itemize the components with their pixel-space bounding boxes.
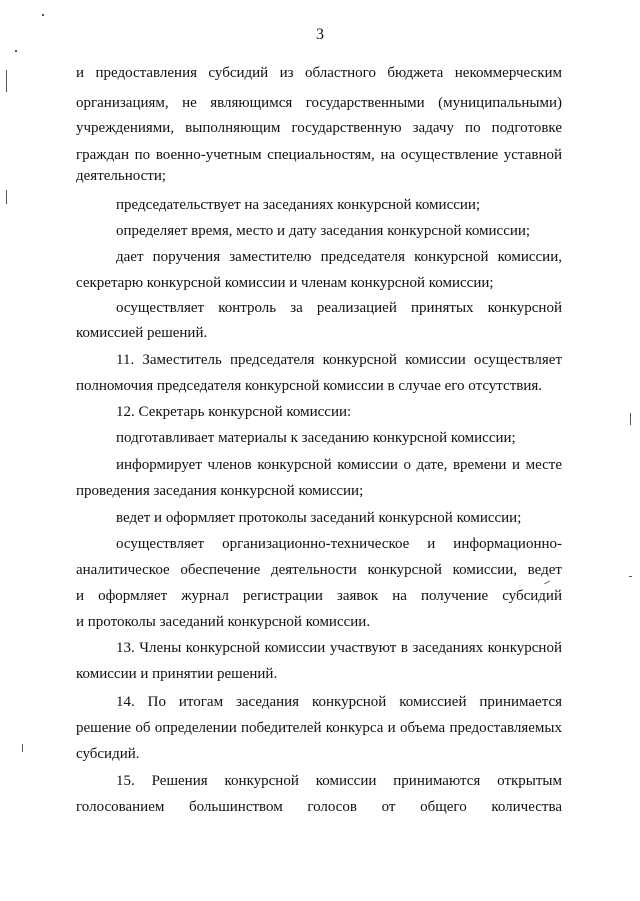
- scan-edge-mark: [22, 744, 23, 752]
- text-line: и предоставления субсидий из областного бюджета некоммерческим: [76, 65, 562, 81]
- text-line: осуществляет контроль за реализацией принятых конкурсной: [116, 300, 562, 316]
- text-line: комиссией решений.: [76, 325, 208, 341]
- text-line: 11. Заместитель председателя конкурсной комиссии осуществляет: [116, 352, 562, 368]
- text-line: организациям, не являющимся государственными (муниципальными): [76, 95, 562, 111]
- text-line: 12. Секретарь конкурсной комиссии:: [116, 404, 352, 420]
- text-line: полномочия председателя конкурсной комиссии в случае его отсутствия.: [76, 378, 543, 394]
- text-line: решение об определении победителей конкурса и объема предоставляемых: [76, 720, 562, 736]
- page-number: 3: [316, 26, 324, 43]
- scan-edge-mark: [6, 190, 7, 204]
- text-line: деятельности;: [76, 168, 167, 184]
- scan-speck: [629, 576, 632, 577]
- text-line: председательствует на заседаниях конкурсной комиссии;: [116, 197, 481, 213]
- text-line: аналитическое обеспечение деятельности конкурсной комиссии, ведет: [76, 562, 562, 578]
- text-line: определяет время, место и дату заседания конкурсной комиссии;: [116, 223, 531, 239]
- text-line: 13. Члены конкурсной комиссии участвуют в заседаниях конкурсной: [116, 640, 562, 656]
- text-line: проведения заседания конкурсной комиссии;: [76, 483, 364, 499]
- text-line: подготавливает материалы к заседанию конкурсной комиссии;: [116, 430, 516, 446]
- text-line: ведет и оформляет протоколы заседаний конкурсной комиссии;: [116, 510, 522, 526]
- text-line: и протоколы заседаний конкурсной комиссии.: [76, 614, 371, 630]
- text-line: голосованием большинством голосов от общего количества: [76, 799, 562, 815]
- scan-edge-mark: [630, 413, 631, 425]
- scan-speck: [544, 581, 550, 585]
- text-line: дает поручения заместителю председателя конкурсной комиссии,: [116, 249, 562, 265]
- text-line: комиссии и принятии решений.: [76, 666, 278, 682]
- text-line: субсидий.: [76, 746, 140, 762]
- text-line: секретарю конкурсной комиссии и членам конкурсной комиссии;: [76, 275, 494, 291]
- scan-speck: [42, 14, 44, 16]
- text-line: 14. По итогам заседания конкурсной комиссией принимается: [116, 694, 562, 710]
- scan-speck: [15, 50, 17, 52]
- text-line: 15. Решения конкурсной комиссии принимаются открытым: [116, 773, 562, 789]
- text-line: учреждениями, выполняющим государственную задачу по подготовке: [76, 120, 562, 136]
- text-line: граждан по военно-учетным специальностям, на осуществление уставной: [76, 147, 562, 163]
- text-line: осуществляет организационно-техническое и информационно-: [116, 536, 562, 552]
- text-line: информирует членов конкурсной комиссии о дате, времени и месте: [116, 457, 562, 473]
- scan-edge-mark: [6, 70, 7, 92]
- text-line: и оформляет журнал регистрации заявок на получение субсидий: [76, 588, 562, 604]
